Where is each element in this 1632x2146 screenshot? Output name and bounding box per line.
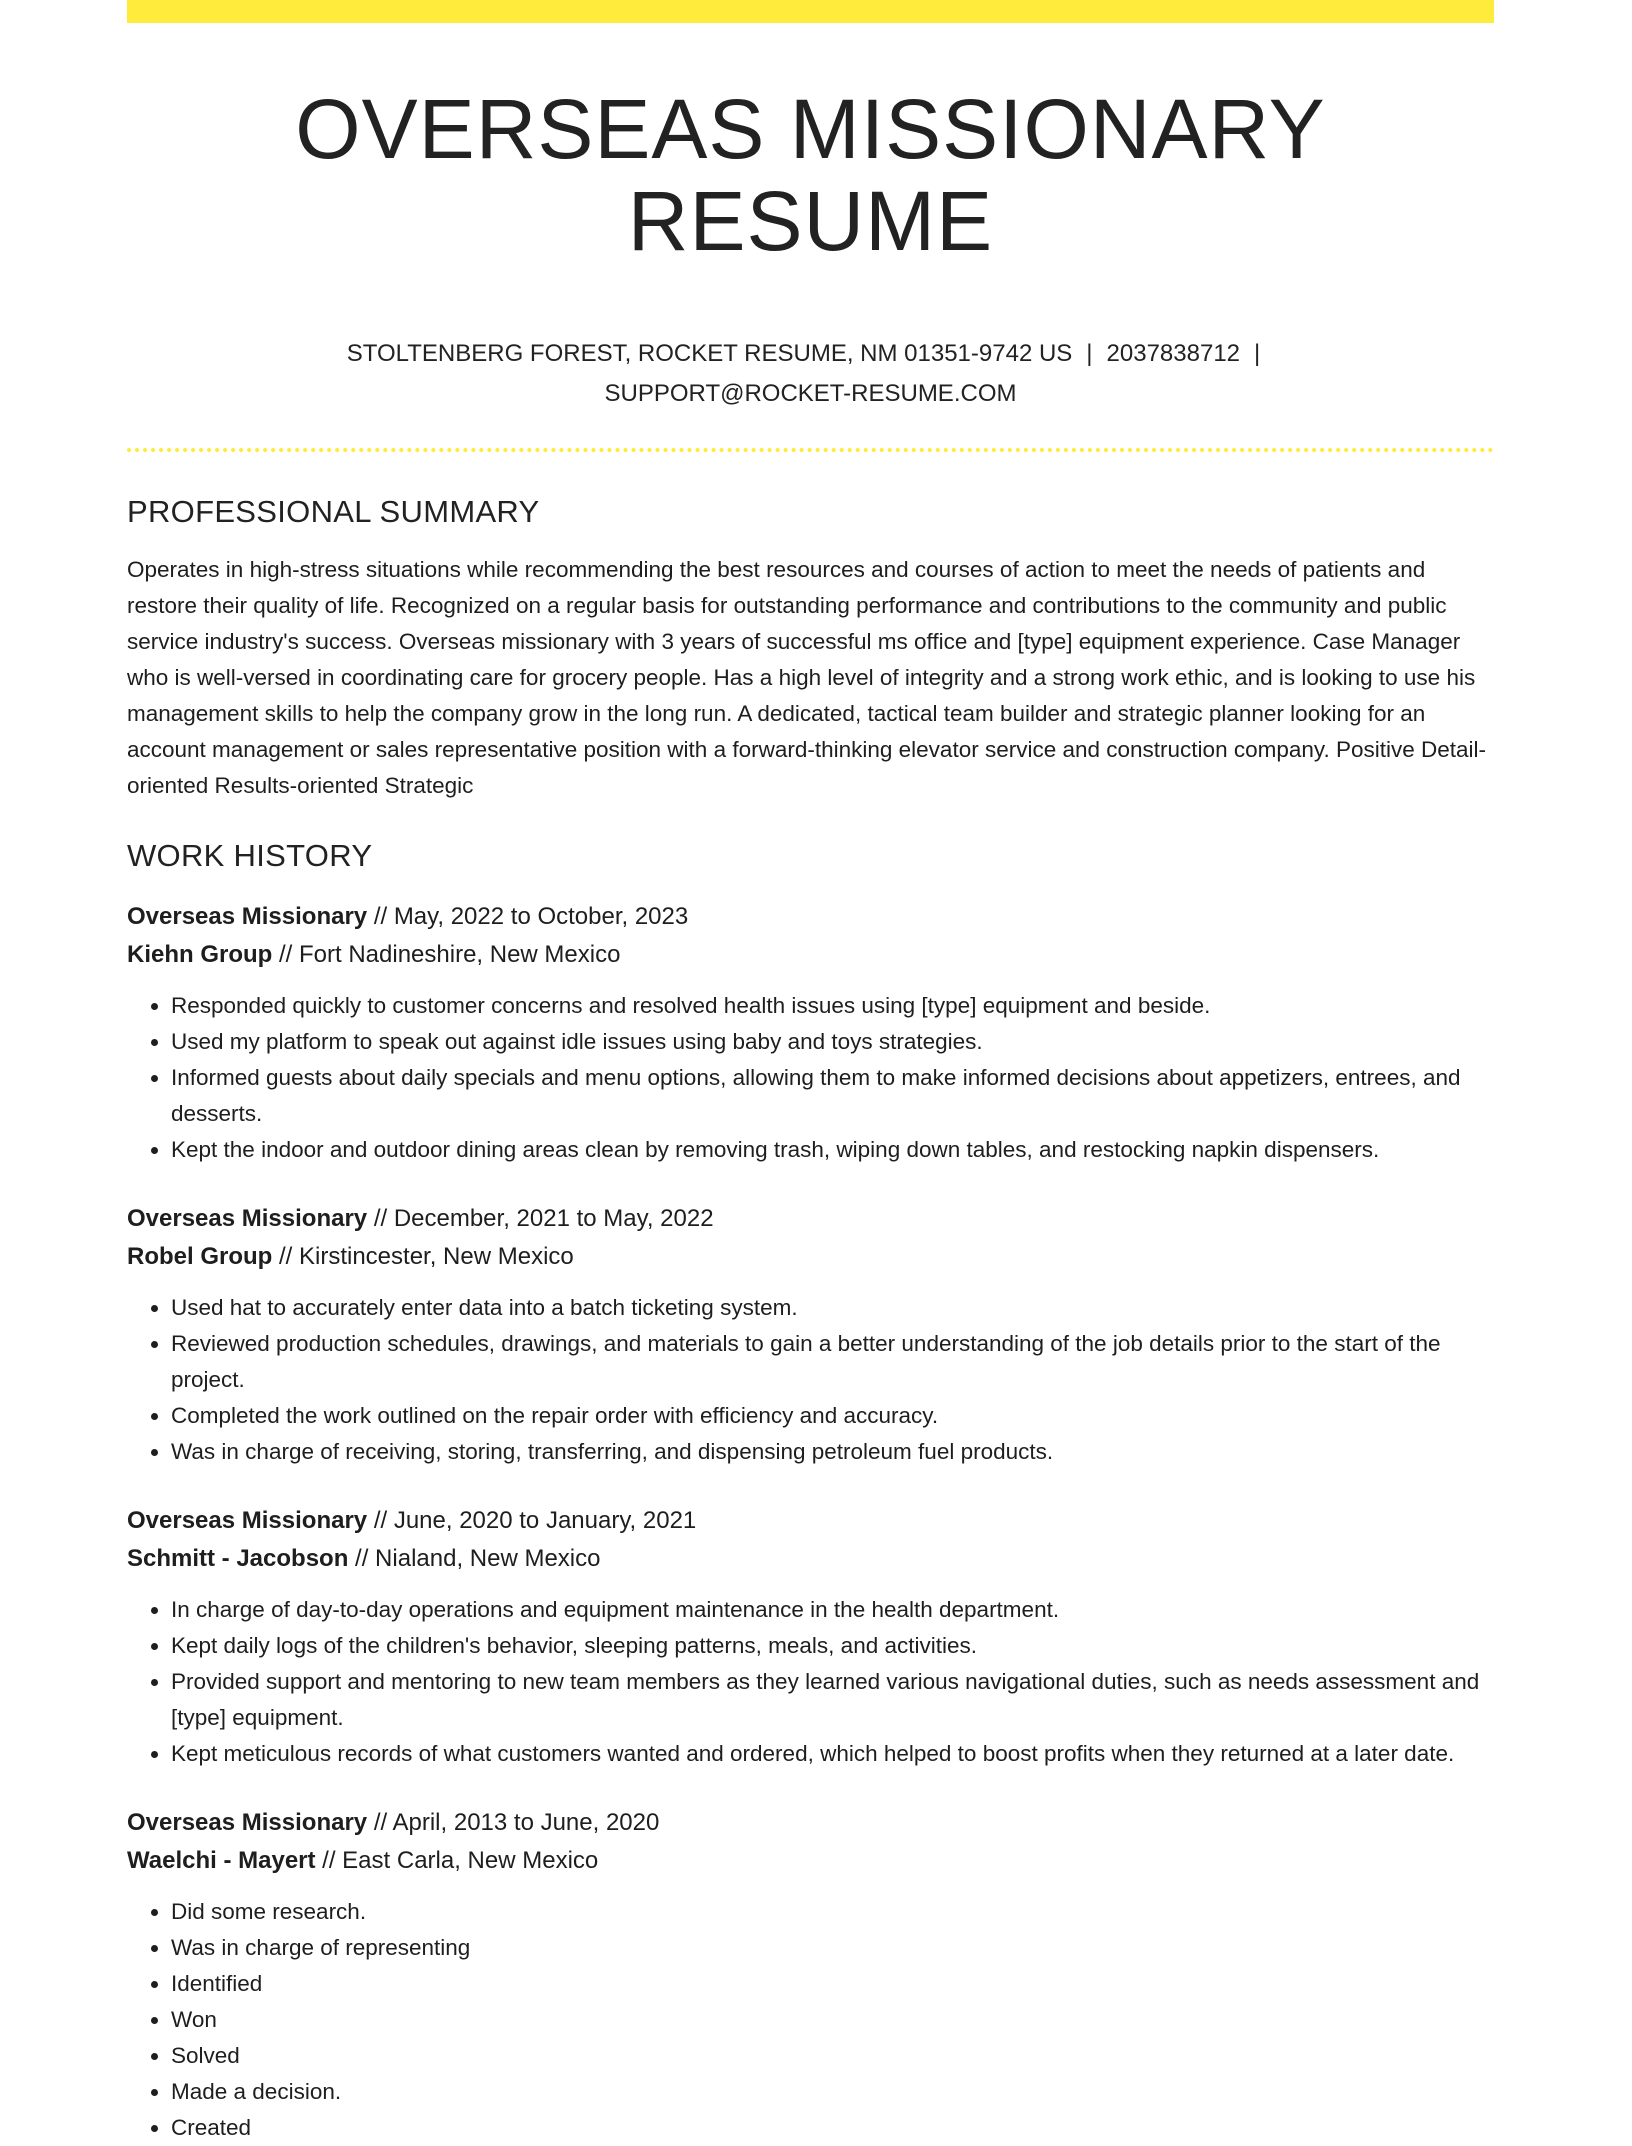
job-location: // Nialand, New Mexico — [355, 1544, 601, 1572]
list-item: • Used my platform to speak out against idle issues using baby and toys strategies. — [171, 1024, 1494, 1060]
resume-title: OVERSEAS MISSIONARY RESUME — [295, 82, 1326, 269]
job-company: Kiehn Group — [127, 940, 273, 968]
job-role-line — [127, 1502, 1494, 1540]
job-role: Overseas Missionary — [127, 1808, 368, 1836]
job-entry — [127, 1502, 1494, 1772]
job-entry — [127, 898, 1494, 1168]
summary-heading: PROFESSIONAL SUMMARY — [127, 493, 540, 529]
job-company-line — [127, 936, 1494, 974]
job-bullets — [127, 988, 1494, 1168]
summary-text: Operates in high-stress situations while recommending the best resources and courses of action to meet the needs of patients and restore their quality of life. Recognized on a regular basis for outstanding performance and contributions to the community and public service industry's success. Overseas missionary with 3 years of successful ms office and [type] equipment experience. Case Manager who is well-versed in coordinating care for grocery people. Has a high level of integrity and a strong work ethic, and is looking to use his management skills to help the company grow in the long run. A dedicated, tactical team builder and strategic planner looking for an account management or sales representative position with a forward-thinking elevator service and construction company. Positive Detail-oriented Results-oriented Strategic — [127, 556, 1487, 798]
job-role: Overseas Missionary — [127, 1506, 368, 1534]
job-bullets — [127, 1592, 1494, 1772]
job-entry — [127, 1200, 1494, 1470]
job-bullets — [127, 1894, 1494, 2146]
job-company-line — [127, 1238, 1494, 1276]
job-role-line — [127, 898, 1494, 936]
list-item: • Kept daily logs of the children's behavior, sleeping patterns, meals, and activities. — [171, 1628, 1494, 1664]
job-dates: // June, 2020 to January, 2021 — [373, 1506, 697, 1534]
work-history-heading: WORK HISTORY — [127, 837, 373, 873]
job-company-line — [127, 1540, 1494, 1578]
list-item: • Did some research. — [171, 1894, 1494, 1930]
contact-address: STOLTENBERG FOREST, ROCKET RESUME, NM 01351-9742 US — [346, 339, 1073, 367]
list-item: • Informed guests about daily specials and menu options, allowing them to make informed decisions about appetizers, entrees, and desserts. — [171, 1060, 1494, 1132]
list-item: • Responded quickly to customer concerns and resolved health issues using [type] equipment and beside. — [171, 988, 1494, 1024]
job-bullets — [127, 1290, 1494, 1470]
list-item: • Won — [171, 2002, 1494, 2038]
list-item: • Identified — [171, 1966, 1494, 2002]
job-dates: // December, 2021 to May, 2022 — [373, 1204, 714, 1232]
contact-info — [127, 334, 1494, 414]
job-entry — [127, 1804, 1494, 2146]
list-item: • Completed the work outlined on the repair order with efficiency and accuracy. — [171, 1398, 1494, 1434]
list-item: • Was in charge of receiving, storing, transferring, and dispensing petroleum fuel products. — [171, 1434, 1494, 1470]
list-item: • Reviewed production schedules, drawings, and materials to gain a better understanding of the job details prior to the start of the project. — [171, 1326, 1494, 1398]
job-role: Overseas Missionary — [127, 902, 368, 930]
job-dates: // May, 2022 to October, 2023 — [373, 902, 689, 930]
resume-page — [127, 0, 1494, 2146]
list-item: • Was in charge of representing — [171, 1930, 1494, 1966]
job-role-line — [127, 1804, 1494, 1842]
list-item: • Made a decision. — [171, 2074, 1494, 2110]
accent-top-bar — [127, 0, 1494, 23]
job-location: // Kirstincester, New Mexico — [279, 1242, 574, 1270]
job-role-line — [127, 1200, 1494, 1238]
contact-email: SUPPORT@ROCKET-RESUME.COM — [604, 379, 1017, 407]
contact-separator: | — [1254, 339, 1261, 367]
job-role: Overseas Missionary — [127, 1204, 368, 1232]
job-company: Robel Group — [127, 1242, 273, 1270]
dotted-divider — [127, 448, 1494, 452]
job-location: // East Carla, New Mexico — [322, 1846, 599, 1874]
list-item: • Created — [171, 2110, 1494, 2146]
list-item: • Kept the indoor and outdoor dining areas clean by removing trash, wiping down tables, and restocking napkin dispensers. — [171, 1132, 1494, 1168]
list-item: • In charge of day-to-day operations and equipment maintenance in the health department. — [171, 1592, 1494, 1628]
job-company: Waelchi - Mayert — [127, 1846, 316, 1874]
list-item: • Solved — [171, 2038, 1494, 2074]
job-company-line — [127, 1842, 1494, 1880]
list-item: • Kept meticulous records of what customers wanted and ordered, which helped to boost profits when they returned at a later date. — [171, 1736, 1494, 1772]
job-location: // Fort Nadineshire, New Mexico — [279, 940, 621, 968]
job-dates: // April, 2013 to June, 2020 — [373, 1808, 660, 1836]
contact-phone: 2037838712 — [1106, 339, 1241, 367]
work-history-list — [127, 898, 1494, 2146]
contact-separator: | — [1086, 339, 1093, 367]
list-item: • Used hat to accurately enter data into a batch ticketing system. — [171, 1290, 1494, 1326]
job-company: Schmitt - Jacobson — [127, 1544, 349, 1572]
list-item: • Provided support and mentoring to new team members as they learned various navigational duties, such as needs assessment and [type] equipment. — [171, 1664, 1494, 1736]
